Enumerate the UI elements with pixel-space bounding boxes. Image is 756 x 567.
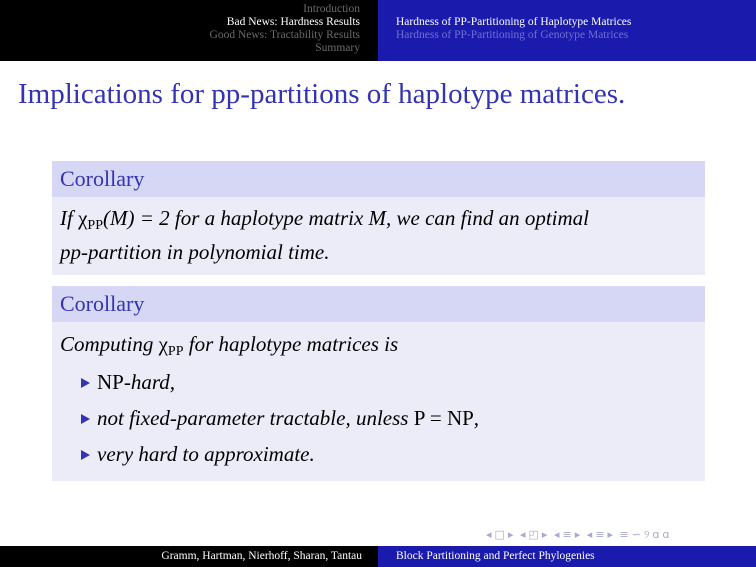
slide-footer [0, 546, 756, 567]
corollary-block-2 [52, 286, 705, 481]
nav-subsection-haplotype[interactable]: Hardness of PP-Partitioning of Haplotype Matrices [396, 16, 632, 28]
nav-subsection-genotype[interactable]: Hardness of PP-Partitioning of Genotype Matrices [396, 29, 629, 41]
item-text: very hard to approximate. [97, 442, 315, 466]
chi-symbol: χ [78, 206, 88, 230]
intro-a: Computing [60, 332, 159, 356]
nav-section-introduction[interactable]: Introduction [303, 3, 360, 15]
nav-doc-icon[interactable]: ≡ [595, 528, 605, 541]
nav-prev-section-icon[interactable]: ◂ [553, 528, 560, 541]
item-text: -hard, [123, 370, 175, 394]
footer-authors: Gramm, Hartman, Nierhoff, Sharan, Tantau [0, 546, 378, 567]
beamer-navigation-symbols [486, 528, 748, 542]
nav-prev-frame-icon[interactable]: ◂ [486, 528, 492, 541]
text-line2: pp-partition in polynomial time. [60, 240, 330, 264]
block-title: Corollary [52, 161, 705, 197]
nav-prev-doc-icon[interactable]: ◂ [586, 528, 593, 541]
nav-zoom-icon[interactable]: ɑ [652, 528, 660, 541]
intro-b: for haplotype matrices is [183, 332, 399, 356]
list-item [60, 439, 697, 475]
corollary-block-1 [52, 161, 705, 275]
nav-next-subsection-icon[interactable]: ▸ [541, 528, 548, 541]
section-navigation [0, 0, 378, 61]
nav-section-summary[interactable]: Summary [315, 42, 360, 54]
block-body [52, 322, 705, 481]
nav-subsection-icon[interactable]: ◰ [528, 528, 539, 541]
block-body [52, 197, 705, 275]
pp-subscript: PP [167, 344, 184, 359]
list-item [60, 367, 697, 403]
nav-section-good-news[interactable]: Good News: Tractability Results [209, 29, 360, 41]
chi-symbol: χ [158, 332, 168, 356]
bullet-triangle-icon [81, 414, 90, 424]
pp-subscript: PP [87, 218, 103, 233]
item-text: , [473, 406, 480, 430]
nav-appendix-icon[interactable]: ≡ [619, 528, 629, 541]
nav-frame-icon[interactable]: □ [494, 528, 505, 541]
item-text: P = NP [413, 406, 474, 430]
nav-zoom-icon[interactable]: ɑ [662, 528, 670, 541]
nav-section-icon[interactable]: ≡ [562, 528, 572, 541]
nav-prev-subsection-icon[interactable]: ◂ [519, 528, 526, 541]
list-item [60, 403, 697, 439]
nav-next-frame-icon[interactable]: ▸ [507, 528, 514, 541]
block-intro [60, 329, 697, 363]
text-rest: for a haplotype matrix M, we can find an optimal [169, 206, 590, 230]
frame-title: Implications for pp-partitions of haplotype matrices. [18, 78, 626, 110]
slide-header [0, 0, 756, 61]
footer-talk-title: Block Partitioning and Perfect Phylogenies [378, 546, 756, 567]
corollary-list [60, 367, 697, 475]
bullet-triangle-icon [81, 378, 90, 388]
subsection-navigation [378, 0, 756, 61]
nav-back-icon[interactable]: ∽ [631, 528, 641, 541]
bullet-triangle-icon [81, 450, 90, 460]
nav-search-icon[interactable]: ୨ [643, 528, 650, 541]
text-if: If [60, 206, 79, 230]
block-title: Corollary [52, 286, 705, 322]
item-text: not fixed-parameter tractable, unless [97, 406, 414, 430]
nav-next-doc-icon[interactable]: ▸ [607, 528, 613, 541]
text-m-equals: (M) = 2 [102, 206, 170, 230]
item-text: NP [97, 370, 124, 394]
nav-next-section-icon[interactable]: ▸ [574, 528, 581, 541]
nav-section-bad-news[interactable]: Bad News: Hardness Results [226, 16, 360, 28]
